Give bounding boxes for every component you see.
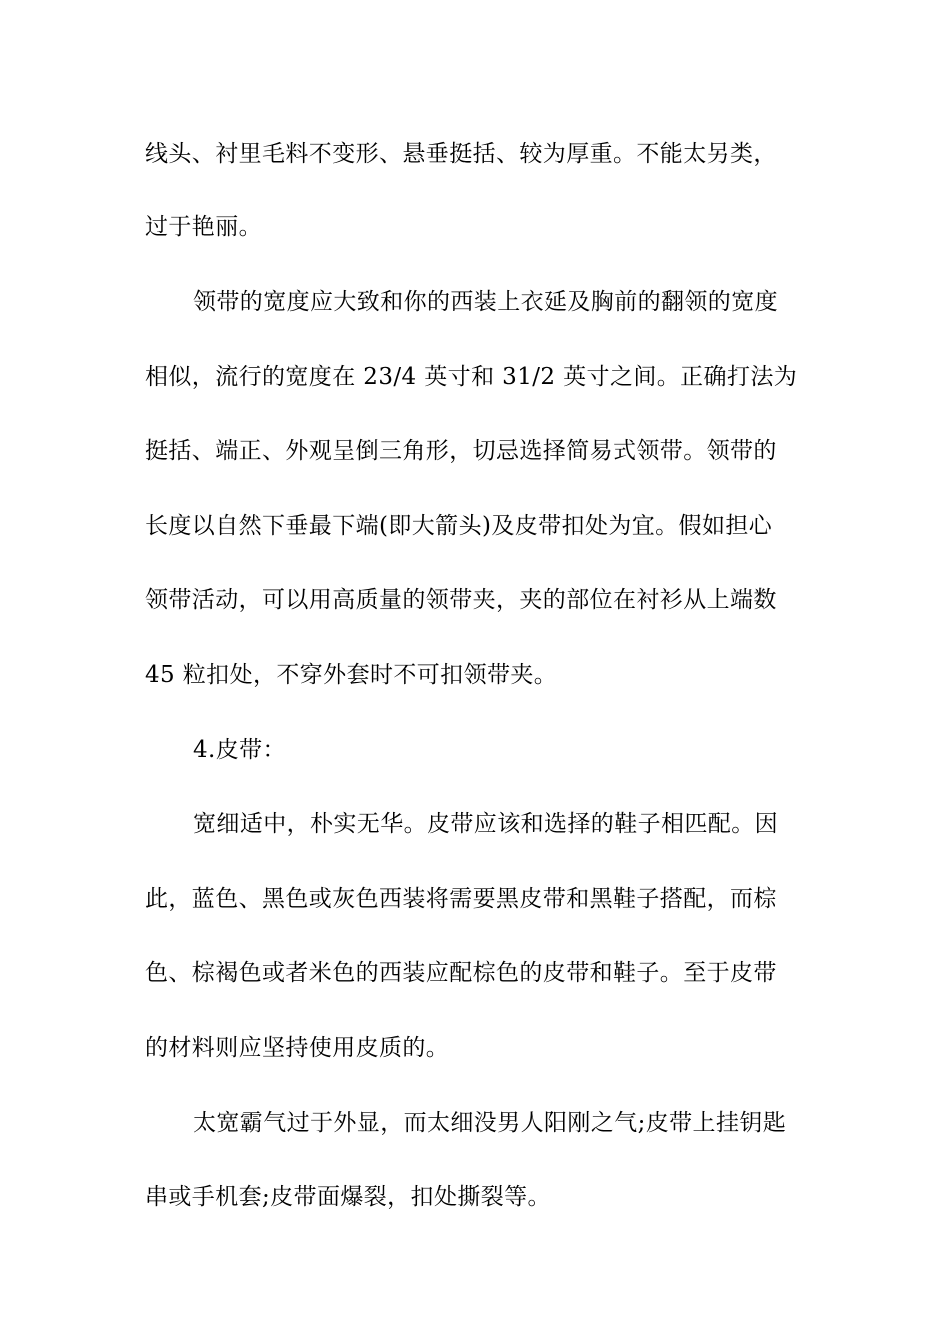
paragraph-line: 领带活动，可以用高质量的领带夹，夹的部位在衬衫从上端数 bbox=[145, 587, 777, 613]
paragraph-line: 宽细适中，朴实无华。皮带应该和选择的鞋子相匹配。因 bbox=[193, 811, 778, 837]
paragraph-line: 串或手机套;皮带面爆裂，扣处撕裂等。 bbox=[145, 1184, 551, 1210]
section-heading: 4.皮带： bbox=[193, 737, 286, 763]
paragraph-line: 45 粒扣处，不穿外套时不可扣领带夹。 bbox=[145, 662, 558, 688]
paragraph-line: 色、棕褐色或者米色的西装应配棕色的皮带和鞋子。至于皮带 bbox=[145, 960, 777, 986]
paragraph-line: 长度以自然下垂最下端(即大箭头)及皮带扣处为宜。假如担心 bbox=[145, 513, 773, 539]
paragraph-line: 相似，流行的宽度在 23/4 英寸和 31/2 英寸之间。正确打法为 bbox=[145, 364, 798, 390]
paragraph-line: 的材料则应坚持使用皮质的。 bbox=[145, 1035, 450, 1061]
paragraph-line: 领带的宽度应大致和你的西装上衣延及胸前的翻领的宽度 bbox=[193, 289, 778, 315]
paragraph-line: 此，蓝色、黑色或灰色西装将需要黑皮带和黑鞋子搭配，而棕 bbox=[145, 886, 777, 912]
paragraph-line: 挺括、端正、外观呈倒三角形，切忌选择简易式领带。领带的 bbox=[145, 438, 777, 464]
paragraph-line: 太宽霸气过于外显，而太细没男人阳刚之气;皮带上挂钥匙 bbox=[193, 1110, 787, 1136]
paragraph-line: 过于艳丽。 bbox=[145, 214, 262, 240]
paragraph-line: 线头、衬里毛料不变形、悬垂挺括、较为厚重。不能太另类， bbox=[145, 141, 777, 167]
